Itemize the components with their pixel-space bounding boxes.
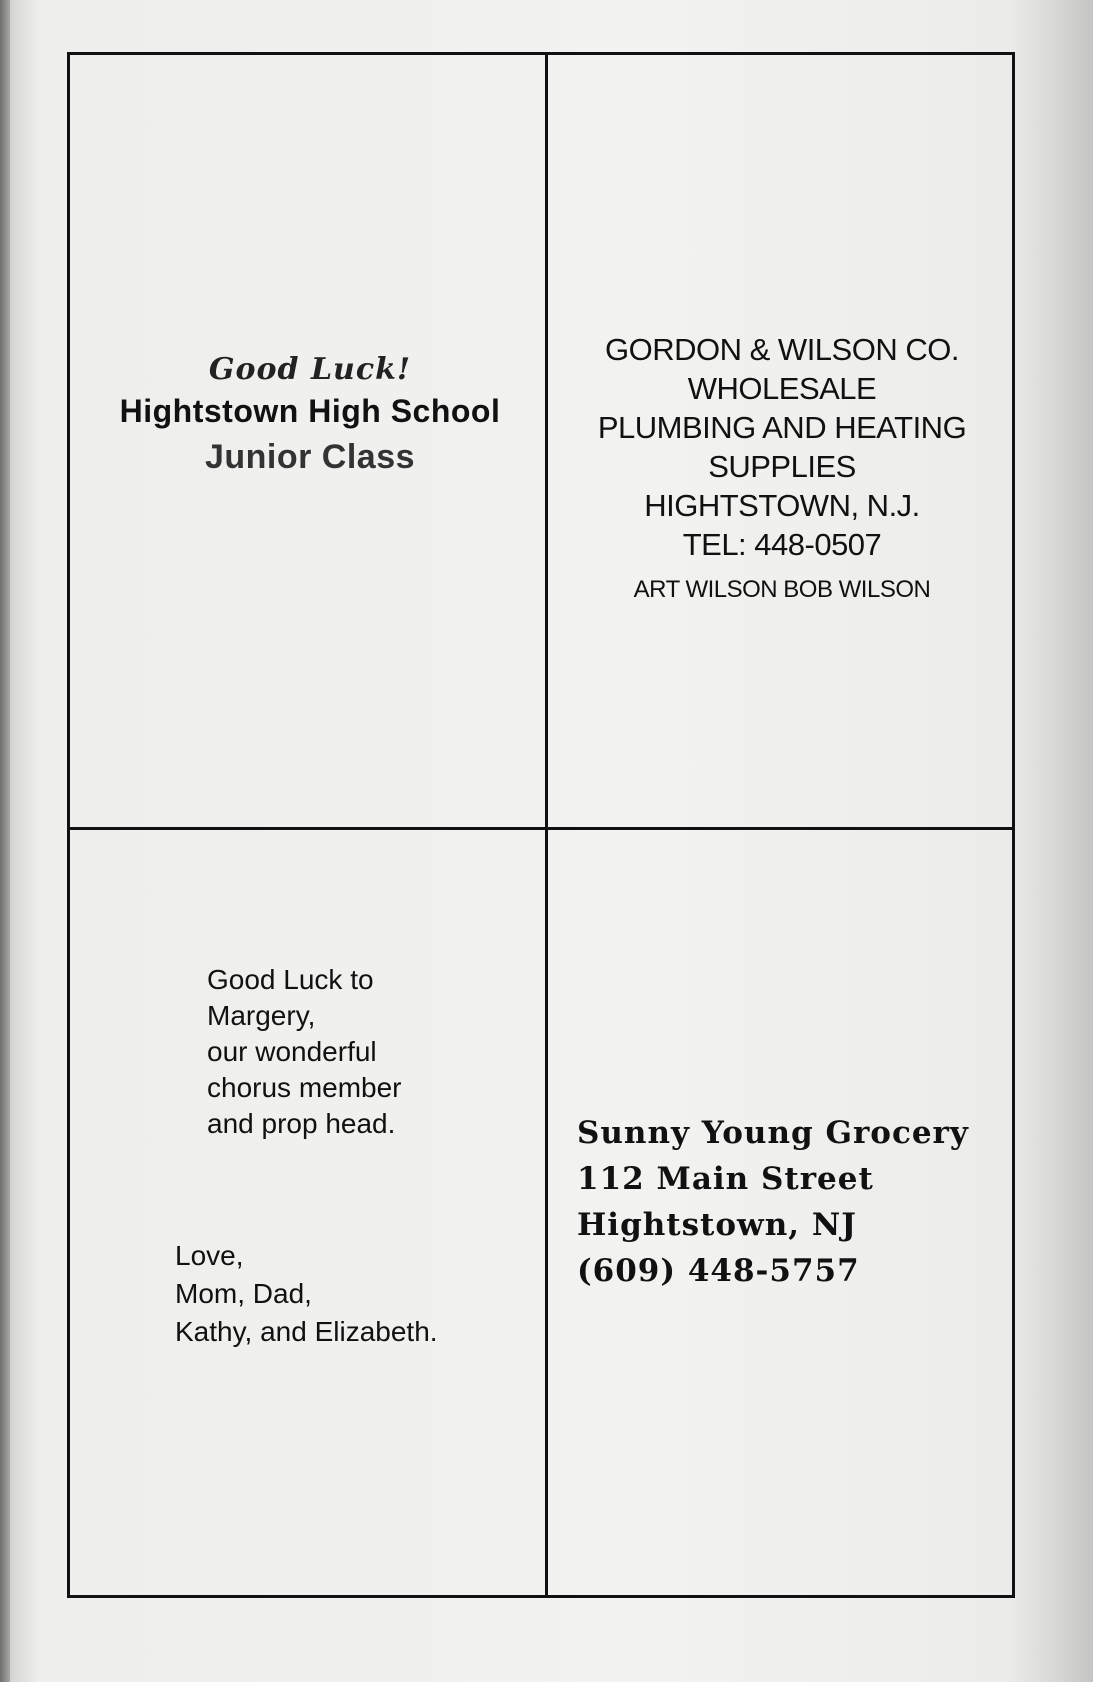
message-line: our wonderful — [207, 1036, 377, 1067]
ad-grid — [67, 52, 1027, 1602]
ad-hightstown-junior-class — [75, 352, 545, 477]
company-name: GORDON & WILSON CO. — [605, 332, 959, 367]
company-trade: PLUMBING AND HEATING — [597, 410, 967, 445]
signature-line: Love, — [175, 1240, 244, 1271]
message-line: Margery, — [207, 1000, 316, 1031]
message-line: Good Luck to — [207, 964, 374, 995]
grocery-name: Sunny Young Grocery — [577, 1115, 969, 1151]
company-type: WHOLESALE — [687, 371, 877, 406]
message-line: chorus member — [207, 1072, 402, 1103]
grocery-city: Hightstown, NJ — [577, 1207, 857, 1243]
ad-margery-signature — [175, 1237, 555, 1351]
company-trade-2: SUPPLIES — [708, 449, 856, 484]
grocery-street: 112 Main Street — [577, 1161, 874, 1197]
class-name: Junior Class — [204, 438, 416, 476]
page-edge-shadow — [0, 0, 10, 1682]
signature-line: Mom, Dad, — [175, 1278, 312, 1309]
ad-margery-message — [207, 962, 537, 1142]
company-city: HIGHTSTOWN, N.J. — [644, 488, 920, 523]
message-line: and prop head. — [207, 1108, 396, 1139]
good-luck-heading: Good Luck! — [208, 352, 412, 387]
signature-line: Kathy, and Elizabeth. — [175, 1316, 438, 1347]
frame-left-border — [67, 52, 70, 1598]
frame-right-border — [1012, 52, 1015, 1598]
company-phone: TEL: 448-0507 — [682, 527, 882, 562]
frame-top-border — [67, 52, 1015, 55]
ad-gordon-wilson — [547, 330, 1017, 604]
company-owners: ART WILSON BOB WILSON — [633, 576, 931, 603]
ad-sunny-young-grocery — [577, 1110, 1017, 1294]
frame-center-horizontal — [67, 827, 1015, 830]
frame-center-vertical — [545, 52, 548, 1598]
school-name: Hightstown High School — [119, 393, 501, 429]
frame-bottom-border — [67, 1595, 1015, 1598]
grocery-phone: (609) 448-5757 — [577, 1253, 860, 1289]
